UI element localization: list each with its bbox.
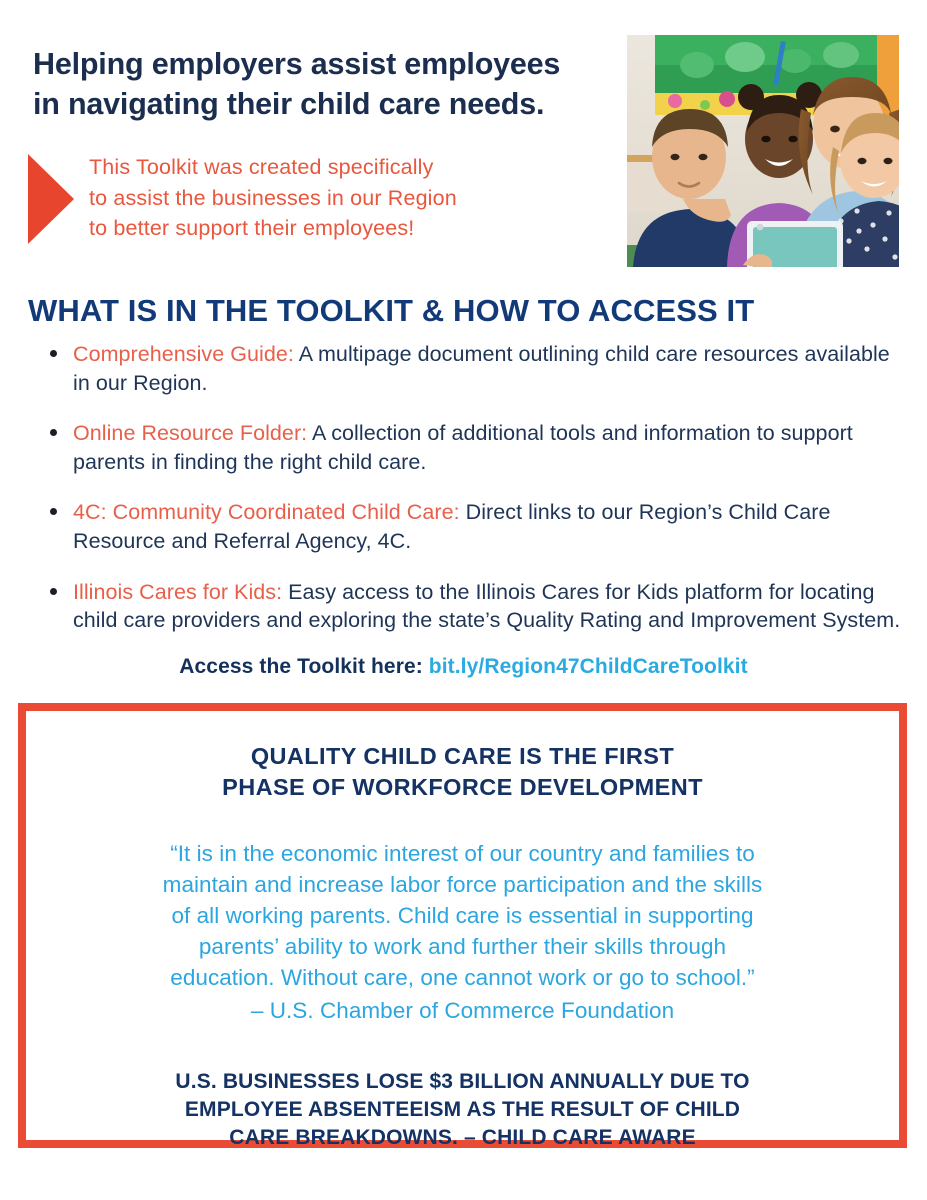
callout-line-1: This Toolkit was created specifically [89,155,434,179]
classroom-photo [627,35,899,267]
page-title [33,44,623,125]
bullet-dot-icon [50,508,57,515]
list-item-text: A multipage document outlining child care resources available in our Region. [73,342,890,395]
hero-section [0,0,927,280]
quote-box-title [26,741,899,804]
access-label: Access the Toolkit here: [179,655,429,678]
triangle-right-icon [28,154,74,244]
quote-line-5: education. Without care, one cannot work or go to school.” [170,964,755,990]
list-item-text: A collection of additional tools and information to support parents in finding the right child care. [73,421,853,474]
list-item-label: Online Resource Folder: [73,421,308,446]
callout-line-3: to better support their employees! [89,216,415,241]
headline-line-2: in navigating their child care needs. [33,87,545,122]
bullet-dot-icon [50,429,57,436]
stat-line-1: U.S. BUSINESSES LOSE $3 BILLION ANNUALLY DUE TO [175,1069,750,1093]
statistic-text [26,1068,899,1153]
callout-banner [28,150,628,244]
quote-callout-box [18,703,907,1148]
stat-line-2: EMPLOYEE ABSENTEEISM AS THE RESULT OF CHILD [184,1098,741,1122]
quote-title-line-2: PHASE OF WORKFORCE DEVELOPMENT [222,774,703,801]
quote-line-4: parents’ ability to work and further their skills through [198,933,727,959]
list-item-text: Easy access to the Illinois Cares for Kids platform for locating child care providers and exploring the state’s Quality Rating and Improvement System. [73,579,901,633]
section-heading: WHAT IS IN THE TOOLKIT & HOW TO ACCESS IT [28,293,755,328]
toolkit-contents-list [44,340,906,635]
callout-line-2: to assist the businesses in our Region [89,185,457,210]
quote-title-line-1: QUALITY CHILD CARE IS THE FIRST [250,743,675,769]
quote-attribution: – U.S. Chamber of Commerce Foundation [250,997,675,1023]
list-item [44,340,906,397]
bullet-dot-icon [50,588,57,595]
list-item [44,419,906,476]
stat-line-3: CARE BREAKDOWNS. – CHILD CARE AWARE [229,1126,696,1150]
quote-text [26,838,899,1026]
toolkit-link[interactable]: bit.ly/Region47ChildCareToolkit [428,655,748,678]
list-item-text: Direct links to our Region’s Child Care Resource and Referral Agency, 4C. [73,500,831,553]
access-toolkit-line [0,655,927,679]
list-item [44,498,906,555]
quote-line-2: maintain and increase labor force participation and the skills [162,871,763,897]
quote-line-3: of all working parents. Child care is essential in supporting [171,902,754,928]
list-item-label: Illinois Cares for Kids: [73,579,283,604]
list-item-label: 4C: Community Coordinated Child Care: [73,500,460,525]
callout-text [89,150,457,244]
list-item [44,578,906,635]
list-item-label: Comprehensive Guide: [73,342,294,366]
bullet-dot-icon [50,350,57,357]
quote-line-1: “It is in the economic interest of our country and families to [170,840,755,866]
headline-line-1: Helping employers assist employees [33,47,561,81]
